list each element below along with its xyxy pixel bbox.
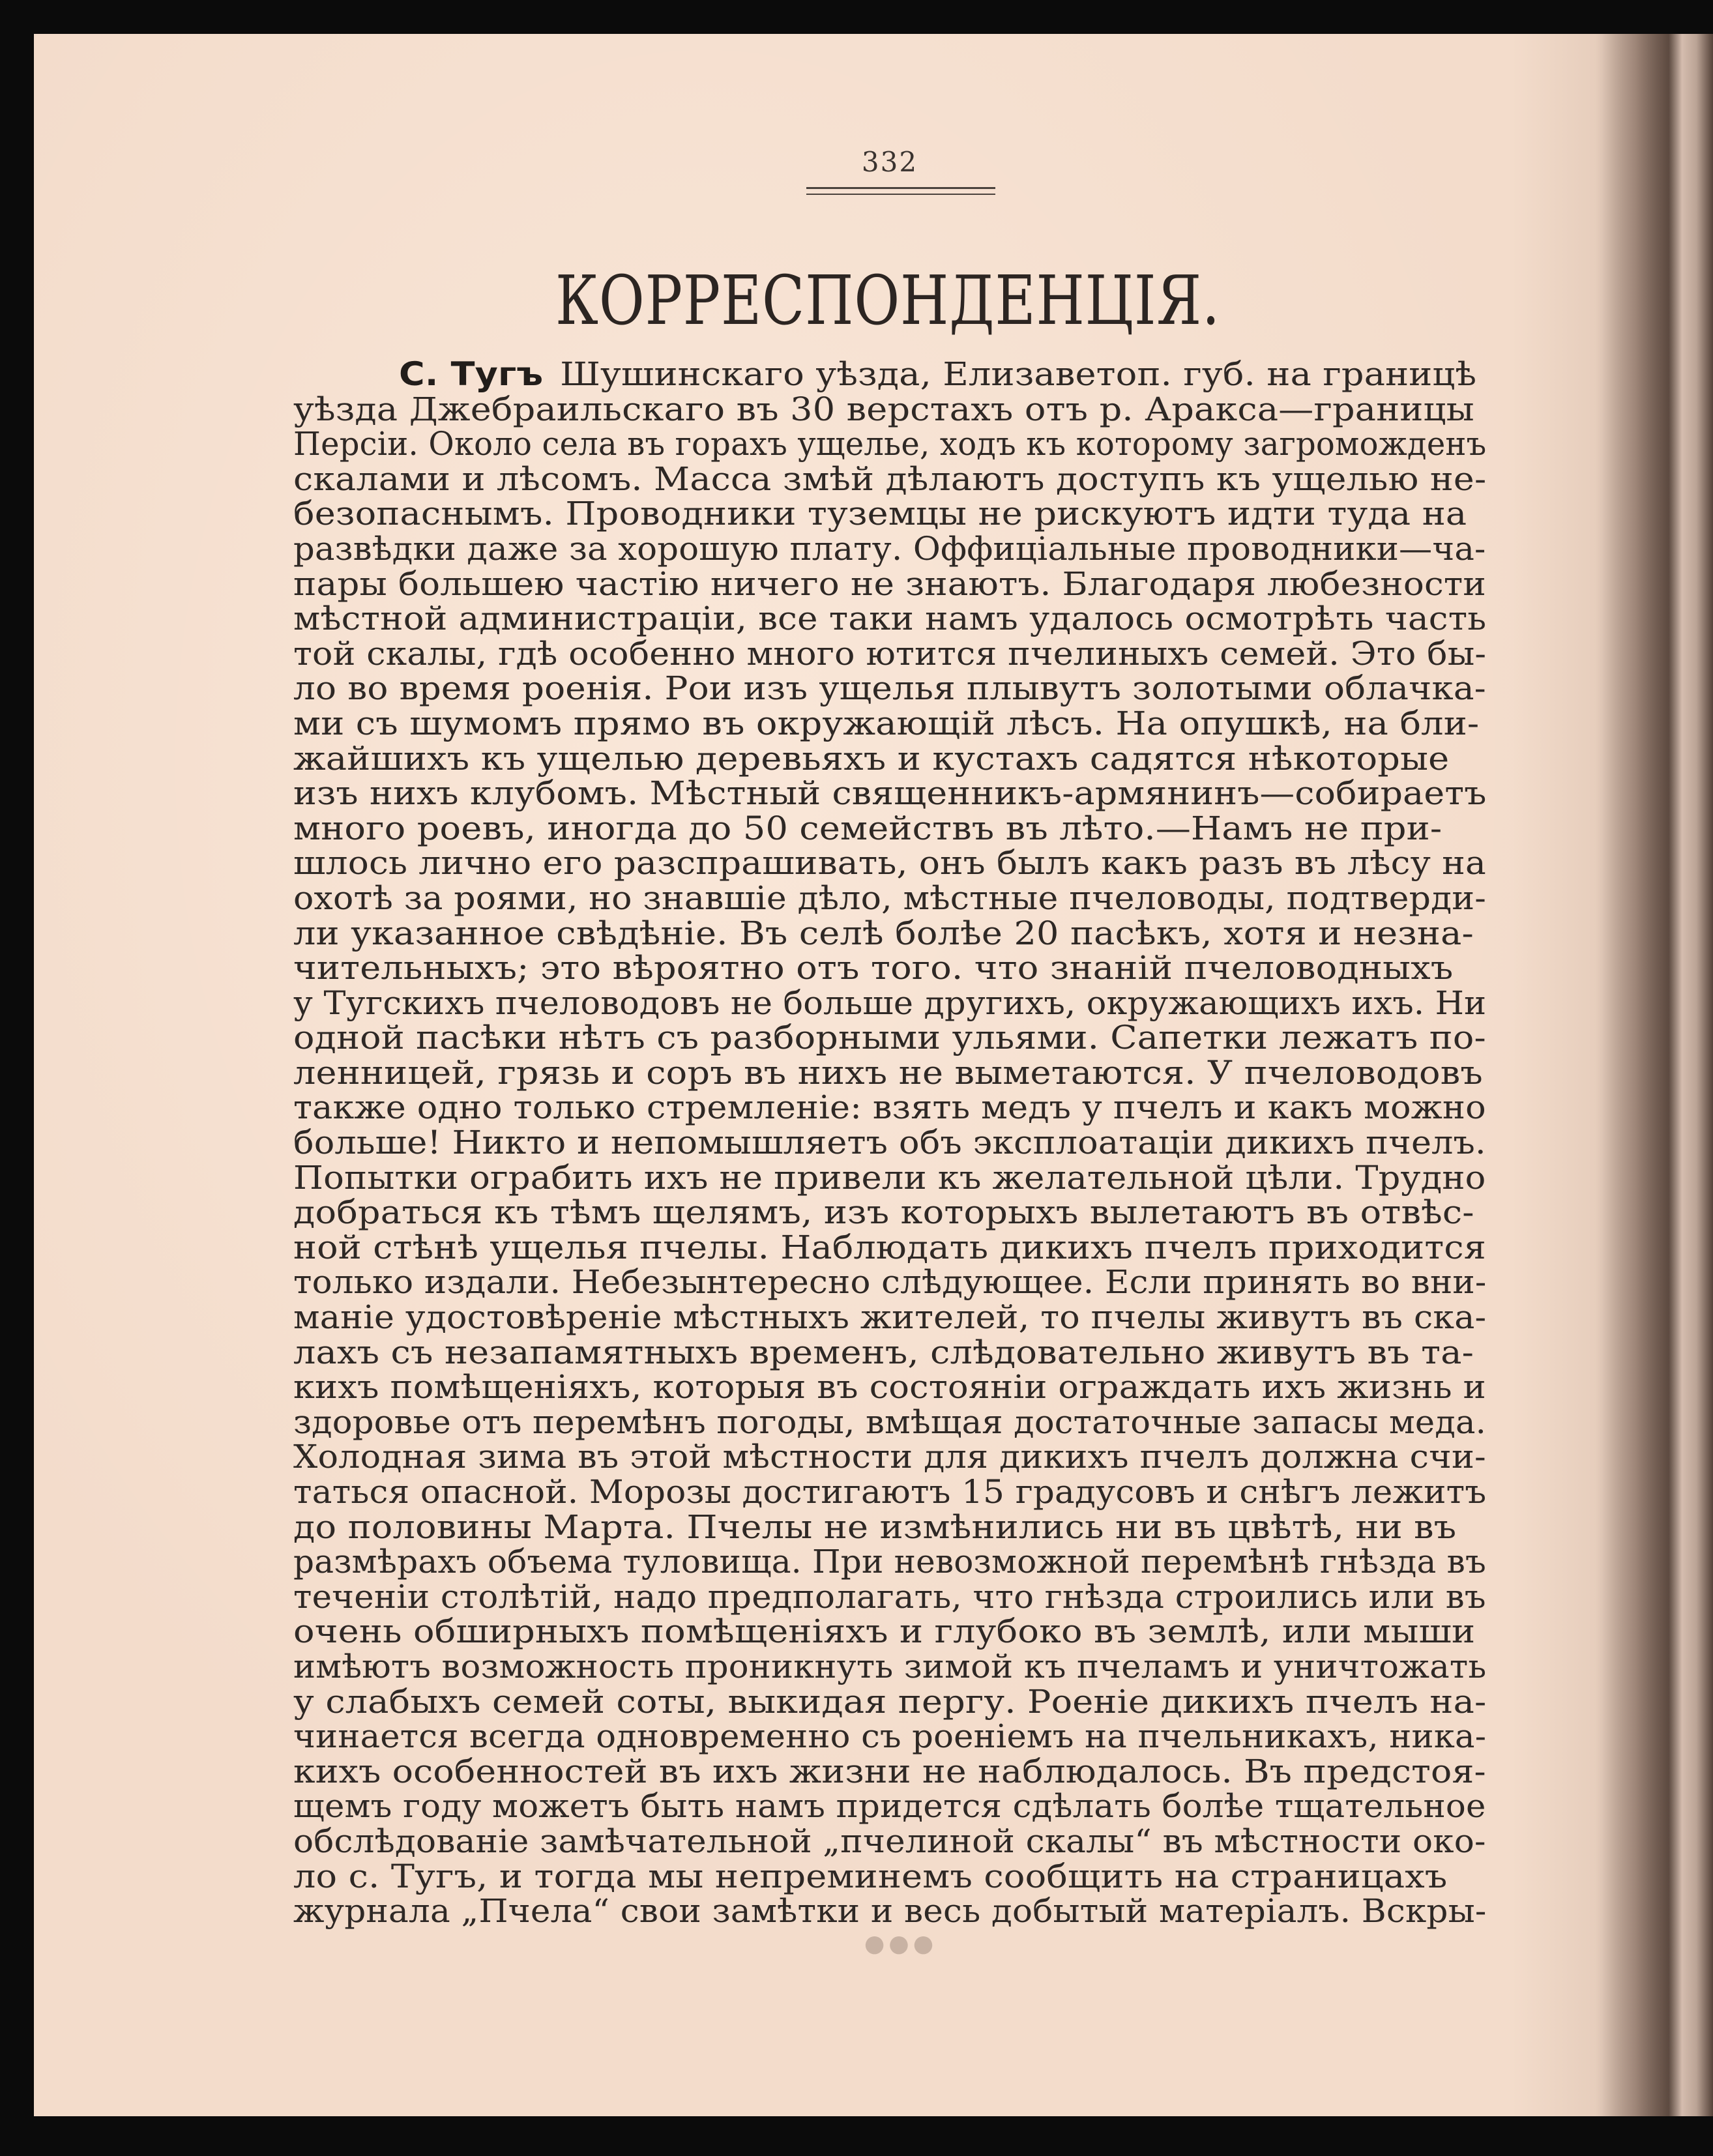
- text-line: жайшихъ къ ущелью деревьяхъ и кустахъ садятся нѣкоторые: [293, 739, 1450, 778]
- text-line: Персіи. Около села въ горахъ ущелье, ходъ къ которому загроможденъ: [293, 425, 1487, 463]
- text-line: кихъ помѣщеніяхъ, которыя въ состояніи ограждать ихъ жизнь и: [293, 1368, 1486, 1406]
- text-line: ло с. Тугъ, и тогда мы непреминемъ сообщить на страницахъ: [293, 1857, 1448, 1895]
- text-line: ло во время роенія. Рои изъ ущелья плывутъ золотыми облачка-: [293, 669, 1486, 708]
- article-lead-placename: С. Тугъ: [399, 355, 544, 393]
- ink-smudge: ●●●: [864, 1930, 938, 1957]
- header-rule-top: [806, 187, 995, 189]
- text-line: добраться къ тѣмъ щелямъ, изъ которыхъ вылетаютъ въ отвѣс-: [293, 1193, 1474, 1232]
- text-line: у слабыхъ семей соты, выкидая пергу. Роеніе дикихъ пчелъ на-: [293, 1682, 1487, 1721]
- text-line: только издали. Небезынтересно слѣдующее. Если принять во вни-: [293, 1263, 1487, 1302]
- text-line: ленницей, грязь и соръ въ нихъ не выметаются. У пчеловодовъ: [293, 1053, 1483, 1092]
- text-line: охотѣ за роями, но знавшіе дѣло, мѣстные пчеловоды, подтверди-: [293, 879, 1487, 917]
- text-line: имѣютъ возможность проникнуть зимой къ пчеламъ и уничтожать: [293, 1647, 1487, 1685]
- text-line: размѣрахъ объема туловища. При невозможной перемѣнѣ гнѣзда въ: [293, 1543, 1486, 1581]
- text-line: шлось лично его разспрашивать, онъ былъ какъ разъ въ лѣсу на: [293, 844, 1486, 882]
- header-rule-bottom: [806, 194, 995, 195]
- text-line: ной стѣнѣ ущелья пчелы. Наблюдать дикихъ пчелъ приходится: [293, 1228, 1486, 1266]
- article-body: [293, 357, 1486, 1929]
- article-first-line-text: Шушинскаго уѣзда, Елизаветоп. губ. на границѣ: [560, 355, 1477, 393]
- text-line: обслѣдованіе замѣчательной „пчелиной скалы“ въ мѣстности око-: [293, 1822, 1486, 1860]
- text-line: изъ нихъ клубомъ. Мѣстный священникъ-армянинъ—собираетъ: [293, 774, 1487, 813]
- text-line: здоровье отъ перемѣнъ погоды, вмѣщая достаточные запасы меда.: [293, 1403, 1487, 1441]
- text-line: Попытки ограбить ихъ не привели къ желательной цѣли. Трудно: [293, 1158, 1486, 1197]
- page-number: 332: [861, 146, 918, 178]
- text-line: чительныхъ; это вѣроятно отъ того. что знаній пчеловодныхъ: [293, 949, 1454, 987]
- text-line: очень обширныхъ помѣщеніяхъ и глубоко въ землѣ, или мыши: [293, 1612, 1476, 1651]
- text-line: развѣдки даже за хорошую плату. Оффиціальные проводники—ча-: [293, 529, 1486, 568]
- text-line: маніе удостовѣреніе мѣстныхъ жителей, то пчелы живутъ въ ска-: [293, 1298, 1487, 1337]
- text-line: теченіи столѣтій, надо предполагать, что гнѣзда строились или въ: [293, 1577, 1486, 1616]
- text-line: у Тугскихъ пчеловодовъ не больше другихъ, окружающихъ ихъ. Ни: [293, 983, 1487, 1022]
- scanned-page: [34, 34, 1713, 2116]
- text-line: кихъ особенностей въ ихъ жизни не наблюдалось. Въ предстоя-: [293, 1752, 1486, 1790]
- article-first-line: [293, 357, 1581, 392]
- text-line: журнала „Пчела“ свои замѣтки и весь добытый матеріалъ. Вскры-: [293, 1892, 1487, 1930]
- text-line: ми съ шумомъ прямо въ окружающій лѣсъ. На опушкѣ, на бли-: [293, 704, 1480, 742]
- text-line: до половины Марта. Пчелы не измѣнились ни въ цвѣтѣ, ни въ: [293, 1508, 1457, 1546]
- text-line: Холодная зима въ этой мѣстности для дикихъ пчелъ должна счи-: [293, 1438, 1486, 1476]
- text-line: много роевъ, иногда до 50 семействъ въ лѣто.—Намъ не при-: [293, 809, 1442, 847]
- text-line: скалами и лѣсомъ. Масса змѣй дѣлаютъ доступъ къ ущелью не-: [293, 459, 1487, 498]
- text-line: щемъ году можетъ быть намъ придется сдѣлать болѣе тщательное: [293, 1787, 1486, 1826]
- article-lines: [293, 392, 1486, 1929]
- text-line: ли указанное свѣдѣніе. Въ селѣ болѣе 20 пасѣкъ, хотя и незна-: [293, 914, 1474, 952]
- text-line: мѣстной администраціи, все таки намъ удалось осмотрѣть часть: [293, 600, 1487, 638]
- text-line: пары большею частію ничего не знаютъ. Благодаря любезности: [293, 564, 1486, 603]
- text-line: одной пасѣки нѣтъ съ разборными ульями. Сапетки лежатъ по-: [293, 1019, 1486, 1057]
- text-line: также одно только стремленіе: взять медъ у пчелъ и какъ можно: [293, 1088, 1486, 1127]
- book-spine-shadow: [1602, 34, 1713, 2116]
- text-line: той скалы, гдѣ особенно много ютится пчелиныхъ семей. Это бы-: [293, 634, 1487, 673]
- article-title: КОРРЕСПОНДЕНЦІЯ.: [555, 261, 1220, 340]
- text-line: чинается всегда одновременно съ роеніемъ на пчельникахъ, никa-: [293, 1717, 1487, 1756]
- text-line: лахъ съ незапамятныхъ временъ, слѣдовательно живутъ въ та-: [293, 1333, 1474, 1371]
- text-line: уѣзда Джебраильскаго въ 30 верстахъ отъ р. Аракса—границы: [293, 390, 1474, 428]
- text-line: таться опасной. Морозы достигаютъ 15 градусовъ и снѣгъ лежитъ: [293, 1473, 1487, 1511]
- text-line: безопаснымъ. Проводники туземцы не рискуютъ идти туда на: [293, 495, 1467, 533]
- text-line: больше! Никто и непомышляетъ объ эксплоатаціи дикихъ пчелъ.: [293, 1124, 1486, 1162]
